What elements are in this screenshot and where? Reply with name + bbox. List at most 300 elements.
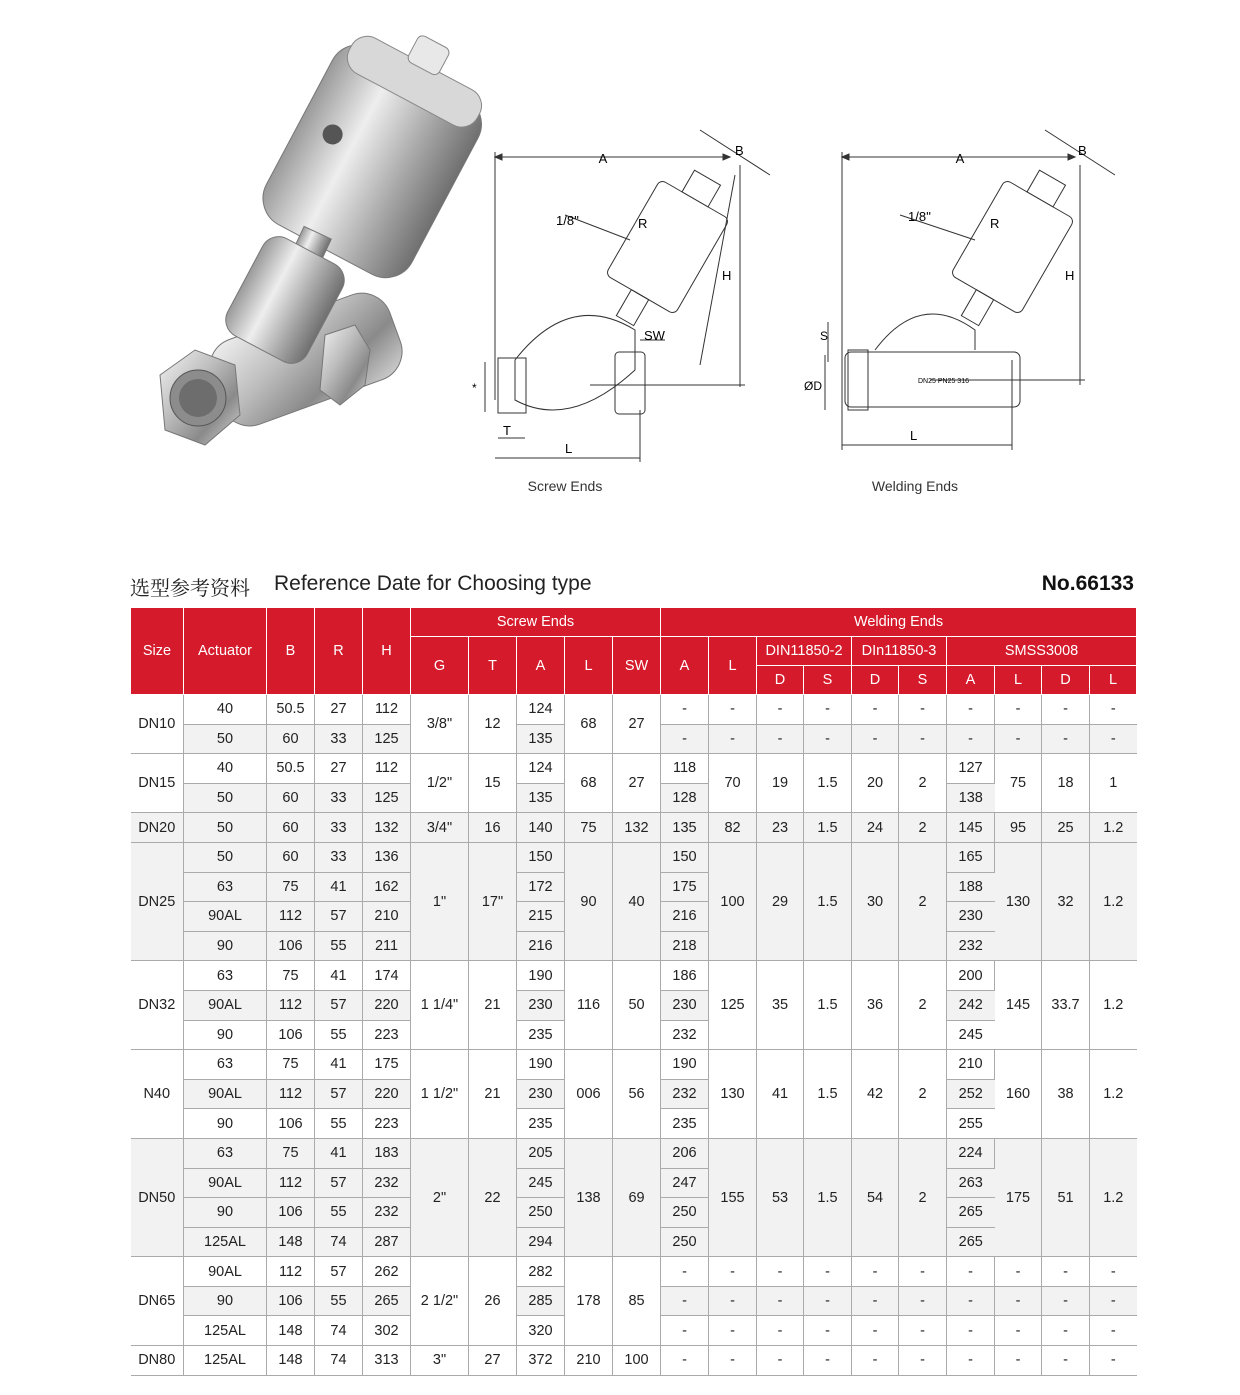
table-cell: 69 xyxy=(613,1138,661,1256)
table-cell: 216 xyxy=(661,902,709,932)
table-cell: 2 xyxy=(899,1138,947,1256)
table-cell: 252 xyxy=(947,1079,995,1109)
dim-L-weld: L xyxy=(910,428,918,443)
table-cell: 3" xyxy=(411,1346,469,1376)
table-cell: 55 xyxy=(315,1020,363,1050)
table-cell: 74 xyxy=(315,1227,363,1257)
table-cell: - xyxy=(804,1286,852,1316)
header-T: T xyxy=(469,637,517,695)
table-cell: 35 xyxy=(757,961,804,1050)
table-cell: 57 xyxy=(315,902,363,932)
header-smss-L2: L xyxy=(1090,666,1137,695)
table-cell: 55 xyxy=(315,1286,363,1316)
header-A-weld: A xyxy=(661,637,709,695)
table-cell: 135 xyxy=(517,783,565,813)
table-cell: - xyxy=(852,1286,899,1316)
table-cell: 41 xyxy=(315,1050,363,1080)
table-cell: - xyxy=(757,695,804,725)
table-cell: 3/8" xyxy=(411,695,469,754)
table-cell: 12 xyxy=(469,695,517,754)
table-cell: 235 xyxy=(661,1109,709,1139)
header-actuator: Actuator xyxy=(184,608,267,695)
model-number: No.66133 xyxy=(1041,572,1134,595)
table-cell: 216 xyxy=(517,931,565,961)
table-cell: 285 xyxy=(517,1286,565,1316)
table-cell: 2 xyxy=(899,1050,947,1139)
table-cell: 186 xyxy=(661,961,709,991)
table-cell: 1/2" xyxy=(411,754,469,813)
table-cell: 60 xyxy=(267,724,315,754)
header-L-weld: L xyxy=(709,637,757,695)
header-smss-L: L xyxy=(995,666,1042,695)
table-cell: 25 xyxy=(1042,813,1090,843)
table-cell: 106 xyxy=(267,1286,315,1316)
header-B: B xyxy=(267,608,315,695)
dim-D: ØD xyxy=(804,379,822,393)
table-cell: 51 xyxy=(1042,1138,1090,1256)
table-cell: 50 xyxy=(184,842,267,872)
table-row xyxy=(131,1257,1137,1287)
table-cell: 22 xyxy=(469,1138,517,1256)
table-cell: 250 xyxy=(661,1227,709,1257)
table-row xyxy=(131,1346,1137,1376)
table-cell: - xyxy=(804,1316,852,1346)
table-cell: 1.5 xyxy=(804,842,852,960)
table-cell: 2 1/2" xyxy=(411,1257,469,1346)
dim-R-screw: R xyxy=(638,216,648,231)
caption-welding-ends: Welding Ends xyxy=(871,478,959,494)
table-cell: 125 xyxy=(363,724,411,754)
table-cell: DN15 xyxy=(131,754,184,813)
table-cell: 50 xyxy=(184,783,267,813)
table-cell: - xyxy=(661,724,709,754)
table-cell: 165 xyxy=(947,842,995,872)
table-cell: - xyxy=(995,1286,1042,1316)
dim-A-screw: A xyxy=(598,151,608,166)
table-cell: 242 xyxy=(947,990,995,1020)
welding-ends-drawing xyxy=(800,100,1130,470)
table-cell: 287 xyxy=(363,1227,411,1257)
table-cell: 135 xyxy=(517,724,565,754)
table-cell: 1 1/2" xyxy=(411,1050,469,1139)
table-cell: 74 xyxy=(315,1316,363,1346)
table-cell: 232 xyxy=(363,1198,411,1228)
header-G: G xyxy=(411,637,469,695)
table-cell: 55 xyxy=(315,931,363,961)
table-cell: 90 xyxy=(184,1198,267,1228)
spec-table-body xyxy=(131,695,1137,1376)
table-cell: 50 xyxy=(184,724,267,754)
table-cell: 138 xyxy=(947,783,995,813)
table-cell: 75 xyxy=(565,813,613,843)
table-cell: - xyxy=(899,1316,947,1346)
table-cell: 235 xyxy=(517,1020,565,1050)
table-cell: 90 xyxy=(184,1286,267,1316)
table-cell: 265 xyxy=(947,1198,995,1228)
table-cell: 60 xyxy=(267,783,315,813)
table-cell: 57 xyxy=(315,990,363,1020)
table-cell: 50.5 xyxy=(267,754,315,784)
table-cell: 320 xyxy=(517,1316,565,1346)
table-row xyxy=(131,842,1137,872)
table-cell: 55 xyxy=(315,1109,363,1139)
table-cell: 90 xyxy=(184,1020,267,1050)
table-cell: - xyxy=(947,1316,995,1346)
table-cell: - xyxy=(757,1316,804,1346)
table-cell: 1.2 xyxy=(1090,1050,1137,1139)
dim-B-screw: B xyxy=(735,143,744,158)
table-cell: - xyxy=(1042,1257,1090,1287)
dim-A-weld: A xyxy=(955,151,965,166)
table-cell: 40 xyxy=(613,842,661,960)
table-cell: 210 xyxy=(565,1346,613,1376)
table-cell: - xyxy=(804,1346,852,1376)
table-cell: 1.2 xyxy=(1090,813,1137,843)
table-cell: 218 xyxy=(661,931,709,961)
table-cell: 160 xyxy=(995,1050,1042,1139)
table-cell: 174 xyxy=(363,961,411,991)
table-row xyxy=(131,754,1137,784)
table-cell: 372 xyxy=(517,1346,565,1376)
table-row xyxy=(131,1138,1137,1168)
table-cell: 75 xyxy=(267,1050,315,1080)
table-cell: 90 xyxy=(565,842,613,960)
dim-H-screw: H xyxy=(722,268,732,283)
table-cell: - xyxy=(1090,1346,1137,1376)
table-cell: 16 xyxy=(469,813,517,843)
table-cell: 50.5 xyxy=(267,695,315,725)
table-row xyxy=(131,695,1137,725)
table-cell: 90AL xyxy=(184,990,267,1020)
table-cell: 33 xyxy=(315,842,363,872)
table-cell: 15 xyxy=(469,754,517,813)
table-cell: - xyxy=(661,1346,709,1376)
table-cell: 90AL xyxy=(184,1257,267,1287)
header-screw-ends: Screw Ends xyxy=(411,608,661,637)
table-cell: - xyxy=(1090,1257,1137,1287)
table-cell: 60 xyxy=(267,813,315,843)
table-cell: 57 xyxy=(315,1257,363,1287)
header-din3-S: S xyxy=(899,666,947,695)
table-cell: 313 xyxy=(363,1346,411,1376)
table-cell: - xyxy=(899,724,947,754)
table-cell: - xyxy=(1042,695,1090,725)
table-cell: 136 xyxy=(363,842,411,872)
header-welding-ends: Welding Ends xyxy=(661,608,1137,637)
table-cell: - xyxy=(995,1346,1042,1376)
table-cell: 53 xyxy=(757,1138,804,1256)
header-smss-D: D xyxy=(1042,666,1090,695)
table-cell: 1.5 xyxy=(804,1050,852,1139)
table-cell: 232 xyxy=(363,1168,411,1198)
header-SW: SW xyxy=(613,637,661,695)
table-cell: - xyxy=(899,695,947,725)
table-cell: 255 xyxy=(947,1109,995,1139)
table-cell: 118 xyxy=(661,754,709,784)
table-cell: - xyxy=(852,1316,899,1346)
table-cell: 1.5 xyxy=(804,813,852,843)
table-cell: 112 xyxy=(267,1257,315,1287)
table-cell: 60 xyxy=(267,842,315,872)
table-cell: 188 xyxy=(947,872,995,902)
table-cell: 2 xyxy=(899,842,947,960)
table-cell: 27 xyxy=(469,1346,517,1376)
table-cell: 75 xyxy=(995,754,1042,813)
spec-table xyxy=(130,607,1137,1376)
header-din2-S: S xyxy=(804,666,852,695)
table-cell: 112 xyxy=(267,1079,315,1109)
table-cell: 40 xyxy=(184,695,267,725)
table-cell: - xyxy=(995,1257,1042,1287)
table-cell: 74 xyxy=(315,1346,363,1376)
table-cell: 200 xyxy=(947,961,995,991)
table-cell: 63 xyxy=(184,872,267,902)
table-cell: 124 xyxy=(517,754,565,784)
table-cell: 33.7 xyxy=(1042,961,1090,1050)
table-cell: 40 xyxy=(184,754,267,784)
table-cell: 18 xyxy=(1042,754,1090,813)
table-cell: - xyxy=(757,1257,804,1287)
table-cell: 175 xyxy=(661,872,709,902)
header-A-screw: A xyxy=(517,637,565,695)
table-cell: 211 xyxy=(363,931,411,961)
table-cell: 232 xyxy=(661,1020,709,1050)
table-cell: 17" xyxy=(469,842,517,960)
table-cell: 125AL xyxy=(184,1316,267,1346)
table-cell: 125 xyxy=(363,783,411,813)
table-cell: 124 xyxy=(517,695,565,725)
table-row xyxy=(131,961,1137,991)
table-cell: - xyxy=(852,724,899,754)
weld-stamp: DN25 PN25 316 xyxy=(918,378,969,385)
table-cell: DN25 xyxy=(131,842,184,960)
table-cell: 30 xyxy=(852,842,899,960)
table-cell: 250 xyxy=(517,1198,565,1228)
table-cell: 230 xyxy=(517,990,565,1020)
table-cell: 68 xyxy=(565,695,613,754)
table-cell: 1 1/4" xyxy=(411,961,469,1050)
table-cell: 265 xyxy=(947,1227,995,1257)
table-cell: DN32 xyxy=(131,961,184,1050)
header-size: Size xyxy=(131,608,184,695)
table-cell: 127 xyxy=(947,754,995,784)
dim-thread-weld: 1/8'' xyxy=(908,209,932,224)
table-cell: 112 xyxy=(363,754,411,784)
table-cell: - xyxy=(1042,1286,1090,1316)
table-cell: 20 xyxy=(852,754,899,813)
table-cell: 90AL xyxy=(184,1079,267,1109)
table-cell: - xyxy=(899,1257,947,1287)
table-cell: 90AL xyxy=(184,1168,267,1198)
table-cell: 175 xyxy=(995,1138,1042,1256)
table-cell: 232 xyxy=(947,931,995,961)
table-cell: - xyxy=(709,1346,757,1376)
table-cell: 112 xyxy=(267,990,315,1020)
table-cell: 190 xyxy=(517,961,565,991)
table-cell: - xyxy=(852,1346,899,1376)
table-cell: 220 xyxy=(363,1079,411,1109)
table-cell: - xyxy=(709,1316,757,1346)
table-cell: 55 xyxy=(315,1198,363,1228)
table-cell: 140 xyxy=(517,813,565,843)
table-cell: 2 xyxy=(899,961,947,1050)
header-din3-D: D xyxy=(852,666,899,695)
header-smss3008: SMSS3008 xyxy=(947,637,1137,666)
screw-ends-drawing xyxy=(460,100,780,470)
table-cell: - xyxy=(757,1286,804,1316)
table-cell: 26 xyxy=(469,1257,517,1346)
table-cell: - xyxy=(852,1257,899,1287)
table-cell: 1 xyxy=(1090,754,1137,813)
dim-T: T xyxy=(503,423,511,438)
table-cell: 106 xyxy=(267,1109,315,1139)
table-cell: - xyxy=(995,695,1042,725)
table-cell: 27 xyxy=(613,695,661,754)
table-cell: 145 xyxy=(995,961,1042,1050)
table-cell: - xyxy=(661,1316,709,1346)
table-cell: 230 xyxy=(661,990,709,1020)
table-cell: 223 xyxy=(363,1020,411,1050)
section-title xyxy=(130,570,1134,600)
table-cell: 138 xyxy=(565,1138,613,1256)
table-cell: 172 xyxy=(517,872,565,902)
table-cell: 262 xyxy=(363,1257,411,1287)
table-cell: 21 xyxy=(469,1050,517,1139)
table-cell: 125 xyxy=(709,961,757,1050)
table-cell: 112 xyxy=(267,1168,315,1198)
header-L-screw: L xyxy=(565,637,613,695)
table-cell: 215 xyxy=(517,902,565,932)
caption-screw-ends: Screw Ends xyxy=(527,478,603,494)
table-cell: - xyxy=(899,1346,947,1376)
table-cell: N40 xyxy=(131,1050,184,1139)
table-cell: - xyxy=(757,1346,804,1376)
table-row xyxy=(131,813,1137,843)
table-cell: 106 xyxy=(267,1198,315,1228)
table-cell: 125AL xyxy=(184,1346,267,1376)
table-cell: 148 xyxy=(267,1227,315,1257)
dim-thread-screw: 1/8'' xyxy=(556,213,580,228)
table-cell: 155 xyxy=(709,1138,757,1256)
table-cell: 162 xyxy=(363,872,411,902)
table-cell: - xyxy=(709,1286,757,1316)
table-cell: 150 xyxy=(661,842,709,872)
table-cell: 50 xyxy=(613,961,661,1050)
table-cell: 224 xyxy=(947,1138,995,1168)
table-cell: 75 xyxy=(267,1138,315,1168)
table-cell: - xyxy=(1090,1286,1137,1316)
header-smss-A: A xyxy=(947,666,995,695)
dim-S: S xyxy=(820,329,829,343)
table-cell: - xyxy=(661,695,709,725)
table-cell: 24 xyxy=(852,813,899,843)
table-cell: 57 xyxy=(315,1079,363,1109)
dim-R-weld: R xyxy=(990,216,1000,231)
table-cell: 125AL xyxy=(184,1227,267,1257)
table-cell: 106 xyxy=(267,1020,315,1050)
dim-SW: SW xyxy=(644,328,665,343)
table-cell: 85 xyxy=(613,1257,661,1346)
table-cell: DN20 xyxy=(131,813,184,843)
header-din2-D: D xyxy=(757,666,804,695)
table-cell: 132 xyxy=(363,813,411,843)
table-cell: 1.2 xyxy=(1090,961,1137,1050)
table-cell: 112 xyxy=(363,695,411,725)
table-cell: 100 xyxy=(709,842,757,960)
table-cell: 210 xyxy=(363,902,411,932)
table-cell: 38 xyxy=(1042,1050,1090,1139)
table-cell: 245 xyxy=(947,1020,995,1050)
table-cell: 1.2 xyxy=(1090,842,1137,960)
table-cell: 190 xyxy=(661,1050,709,1080)
table-cell: 250 xyxy=(661,1198,709,1228)
table-cell: 206 xyxy=(661,1138,709,1168)
table-cell: 135 xyxy=(661,813,709,843)
table-cell: 63 xyxy=(184,1138,267,1168)
table-cell: 112 xyxy=(267,902,315,932)
table-cell: - xyxy=(947,1286,995,1316)
table-cell: 220 xyxy=(363,990,411,1020)
table-cell: 41 xyxy=(757,1050,804,1139)
table-cell: - xyxy=(1042,1346,1090,1376)
table-cell: 41 xyxy=(315,872,363,902)
table-cell: 178 xyxy=(565,1257,613,1346)
table-cell: 42 xyxy=(852,1050,899,1139)
table-row xyxy=(131,1050,1137,1080)
table-cell: 56 xyxy=(613,1050,661,1139)
table-cell: 63 xyxy=(184,961,267,991)
table-cell: 130 xyxy=(709,1050,757,1139)
table-cell: 1.5 xyxy=(804,961,852,1050)
title-english: Reference Date for Choosing type xyxy=(274,572,592,595)
table-cell: 57 xyxy=(315,1168,363,1198)
table-cell: 145 xyxy=(947,813,995,843)
table-cell: 33 xyxy=(315,724,363,754)
table-cell: - xyxy=(1090,724,1137,754)
table-cell: 190 xyxy=(517,1050,565,1080)
table-cell: 95 xyxy=(995,813,1042,843)
table-cell: 130 xyxy=(995,842,1042,960)
table-cell: 27 xyxy=(315,754,363,784)
table-cell: - xyxy=(995,1316,1042,1346)
header-din11850-2: DIN11850-2 xyxy=(757,637,852,666)
table-cell: 21 xyxy=(469,961,517,1050)
table-cell: 70 xyxy=(709,754,757,813)
table-cell: 1" xyxy=(411,842,469,960)
table-cell: - xyxy=(804,1257,852,1287)
table-cell: 263 xyxy=(947,1168,995,1198)
table-cell: 36 xyxy=(852,961,899,1050)
table-cell: 230 xyxy=(947,902,995,932)
table-cell: - xyxy=(1090,695,1137,725)
table-cell: 41 xyxy=(315,961,363,991)
table-cell: 90 xyxy=(184,1109,267,1139)
valve-product-image xyxy=(140,20,485,460)
table-cell: DN65 xyxy=(131,1257,184,1346)
table-cell: 006 xyxy=(565,1050,613,1139)
header-H: H xyxy=(363,608,411,695)
table-cell: 205 xyxy=(517,1138,565,1168)
table-cell: - xyxy=(661,1257,709,1287)
table-cell: 230 xyxy=(517,1079,565,1109)
table-cell: 223 xyxy=(363,1109,411,1139)
table-cell: 32 xyxy=(1042,842,1090,960)
table-cell: 235 xyxy=(517,1109,565,1139)
header-R: R xyxy=(315,608,363,695)
table-cell: - xyxy=(757,724,804,754)
table-cell: 148 xyxy=(267,1346,315,1376)
table-cell: 68 xyxy=(565,754,613,813)
